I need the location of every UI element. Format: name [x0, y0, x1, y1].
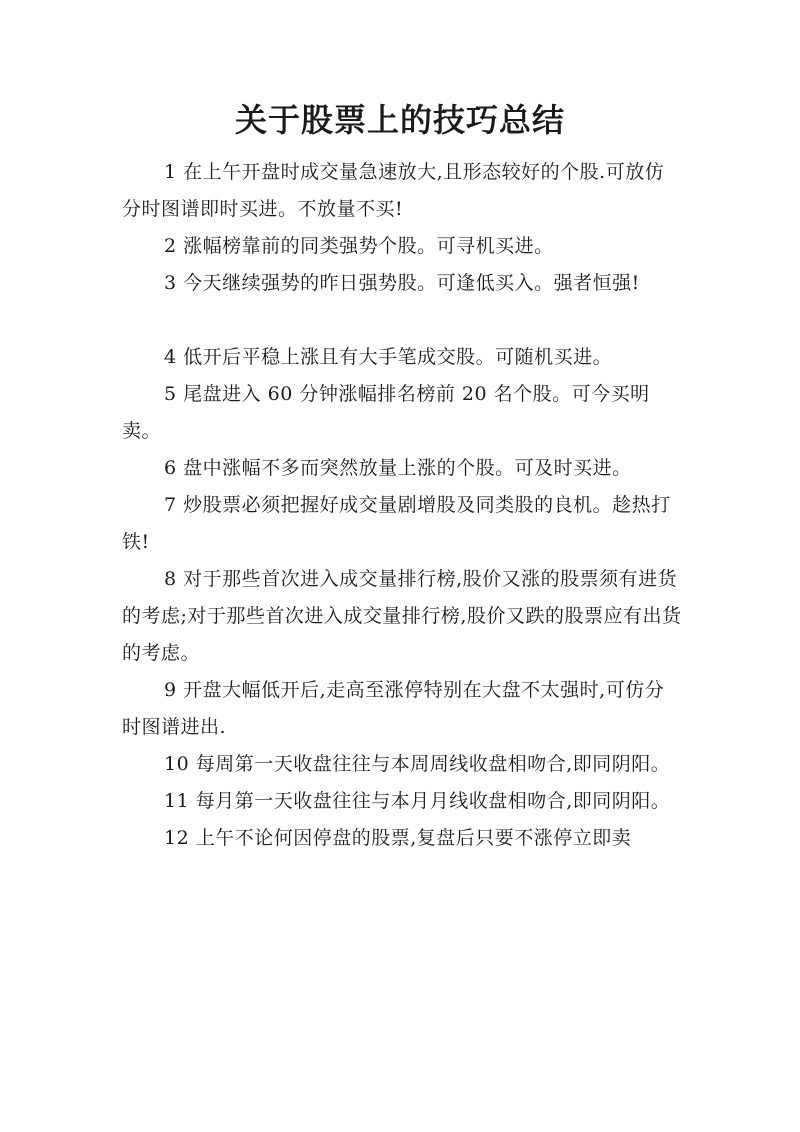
paragraph-8: 8 对于那些首次进入成交量排行榜,股价又涨的股票须有进货的考虑;对于那些首次进入成交量排行榜,股价又跌的股票应有出货的考虑。	[122, 568, 682, 664]
paragraph-9: 9 开盘大幅低开后,走高至涨停特别在大盘不太强时,可仿分时图谱进出.	[122, 679, 665, 738]
document-body	[122, 154, 682, 857]
paragraph-7: 7 炒股票必须把握好成交量剧增股及同类股的良机。趁热打铁!	[122, 494, 671, 553]
paragraph-10: 10 每周第一天收盘往往与本周周线收盘相吻合,即同阴阳。	[164, 753, 671, 775]
paragraph-6: 6 盘中涨幅不多而突然放量上涨的个股。可及时买进。	[164, 457, 632, 479]
paragraph-gap	[122, 302, 682, 339]
paragraph-4: 4 低开后平稳上涨且有大手笔成交股。可随机买进。	[164, 346, 613, 368]
paragraph-2: 2 涨幅榜靠前的同类强势个股。可寻机买进。	[164, 235, 554, 257]
paragraph-12: 12 上午不论何因停盘的股票,复盘后只要不涨停立即卖	[164, 827, 632, 849]
paragraph-3: 3 今天继续强势的昨日强势股。可逢低买入。强者恒强!	[164, 272, 640, 294]
document-title: 关于股票上的技巧总结	[234, 101, 565, 139]
paragraph-1: 1 在上午开盘时成交量急速放大,且形态较好的个股.可放仿分时图谱即时买进。不放量不买!	[122, 161, 665, 220]
paragraph-5: 5 尾盘进入 60 分钟涨幅排名榜前 20 名个股。可今买明卖。	[122, 383, 650, 442]
paragraph-11: 11 每月第一天收盘往往与本月月线收盘相吻合,即同阴阳。	[164, 790, 671, 812]
